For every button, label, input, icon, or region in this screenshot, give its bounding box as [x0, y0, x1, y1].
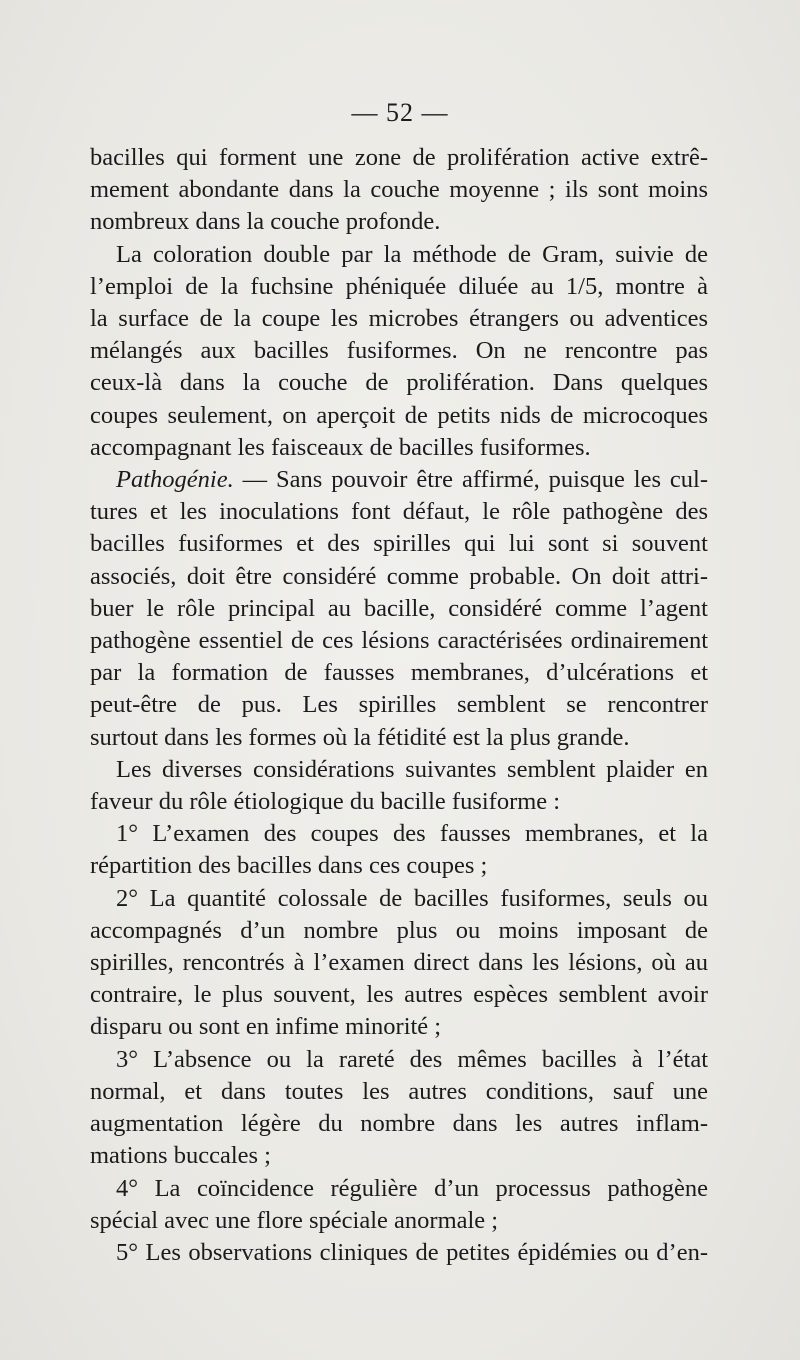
body-text [90, 142, 708, 1269]
text-line [90, 206, 708, 238]
text-line [90, 1044, 708, 1076]
text-line [90, 367, 708, 399]
line-text: bacilles fusiformes et des spirilles qui lui sont si souvent [90, 530, 708, 558]
line-text: mement abondante dans la couche moyenne ; ils sont moins [90, 176, 708, 204]
text-line [90, 657, 708, 689]
text-line [90, 303, 708, 335]
text-line [90, 400, 708, 432]
text-line [90, 142, 708, 174]
text-line [90, 335, 708, 367]
text-line [90, 1237, 708, 1269]
text-line [90, 1011, 708, 1043]
line-text: surtout dans les formes où la fétidité est la plus grande. [90, 723, 630, 751]
line-text: bacilles qui forment une zone de prolifération active extrê- [90, 144, 708, 171]
line-text: par la formation de fausses membranes, d’ulcérations et [90, 659, 708, 687]
text-line [90, 818, 708, 850]
text-line [90, 1076, 708, 1108]
text-line [90, 722, 708, 754]
text-line [90, 915, 708, 947]
line-text: 1° L’examen des coupes des fausses membranes, et la [116, 820, 708, 848]
line-text: l’emploi de la fuchsine phéniquée diluée au 1/5, montre à [90, 272, 708, 300]
text-line [90, 239, 708, 271]
text-line [90, 1140, 708, 1172]
text-line [90, 561, 708, 593]
line-text: contraire, le plus souvent, les autres espèces semblent avoir [90, 981, 708, 1009]
line-text: spécial avec une flore spéciale anormale ; [90, 1206, 499, 1234]
text-line [90, 689, 708, 721]
line-text: la surface de la coupe les microbes étrangers ou adventices [90, 305, 708, 333]
text-line [90, 528, 708, 560]
line-text: tures et les inoculations font défaut, le rôle pathogène des [90, 498, 708, 526]
line-text: buer le rôle principal au bacille, considéré comme l’agent [90, 594, 708, 622]
text-line [90, 496, 708, 528]
line-text: normal, et dans toutes les autres conditions, sauf une [90, 1077, 708, 1105]
line-text: associés, doit être considéré comme probable. On doit attri- [90, 562, 708, 590]
text-line [90, 1205, 708, 1237]
text-line [90, 1173, 708, 1205]
line-text: coupes seulement, on aperçoit de petits nids de microcoques [90, 401, 708, 429]
line-text: 5° Les observations cliniques de petites épidémies ou d’en- [116, 1238, 708, 1266]
line-text: accompagnant les faisceaux de bacilles fusiformes. [90, 433, 591, 461]
line-text: 3° L’absence ou la rareté des mêmes bacilles à l’état [116, 1045, 708, 1073]
line-text: 2° La quantité colossale de bacilles fusiformes, seuls ou [116, 884, 708, 912]
text-line [90, 464, 708, 496]
line-text: mélangés aux bacilles fusiformes. On ne rencontre pas [90, 337, 708, 365]
section-heading: Pathogénie. [116, 466, 234, 494]
text-line [90, 625, 708, 657]
text-line [90, 947, 708, 979]
text-line [90, 1108, 708, 1140]
line-text: 4° La coïncidence régulière d’un processus pathogène [116, 1174, 708, 1202]
line-text: accompagnés d’un nombre plus ou moins imposant de [90, 916, 708, 944]
text-line [90, 979, 708, 1011]
line-text: augmentation légère du nombre dans les autres inflam- [90, 1110, 708, 1138]
text-line [90, 754, 708, 786]
text-line [90, 883, 708, 915]
line-text: ceux-là dans la couche de prolifération. Dans quelques [90, 369, 708, 397]
line-text: nombreux dans la couche profonde. [90, 208, 441, 236]
line-text: La coloration double par la méthode de Gram, suivie de [116, 240, 708, 268]
text-line [90, 593, 708, 625]
line-text: — Sans pouvoir être affirmé, puisque les cul- [233, 466, 708, 494]
line-text: spirilles, rencontrés à l’examen direct dans les lésions, où au [90, 949, 708, 977]
text-line [90, 850, 708, 882]
line-text: disparu ou sont en infime minorité ; [90, 1013, 442, 1041]
line-text: Les diverses considérations suivantes semblent plaider en [116, 755, 708, 783]
text-line [90, 271, 708, 303]
line-text: peut-être de pus. Les spirilles semblent se rencontrer [90, 691, 708, 719]
line-text: pathogène essentiel de ces lésions caractérisées ordinairement [90, 627, 708, 655]
line-text: faveur du rôle étiologique du bacille fusiforme : [90, 788, 561, 816]
text-line [90, 174, 708, 206]
line-text: répartition des bacilles dans ces coupes ; [90, 852, 488, 880]
line-text: mations buccales ; [90, 1142, 271, 1170]
page-number: — 52 — [351, 98, 449, 127]
text-line [90, 432, 708, 464]
text-line [90, 786, 708, 818]
